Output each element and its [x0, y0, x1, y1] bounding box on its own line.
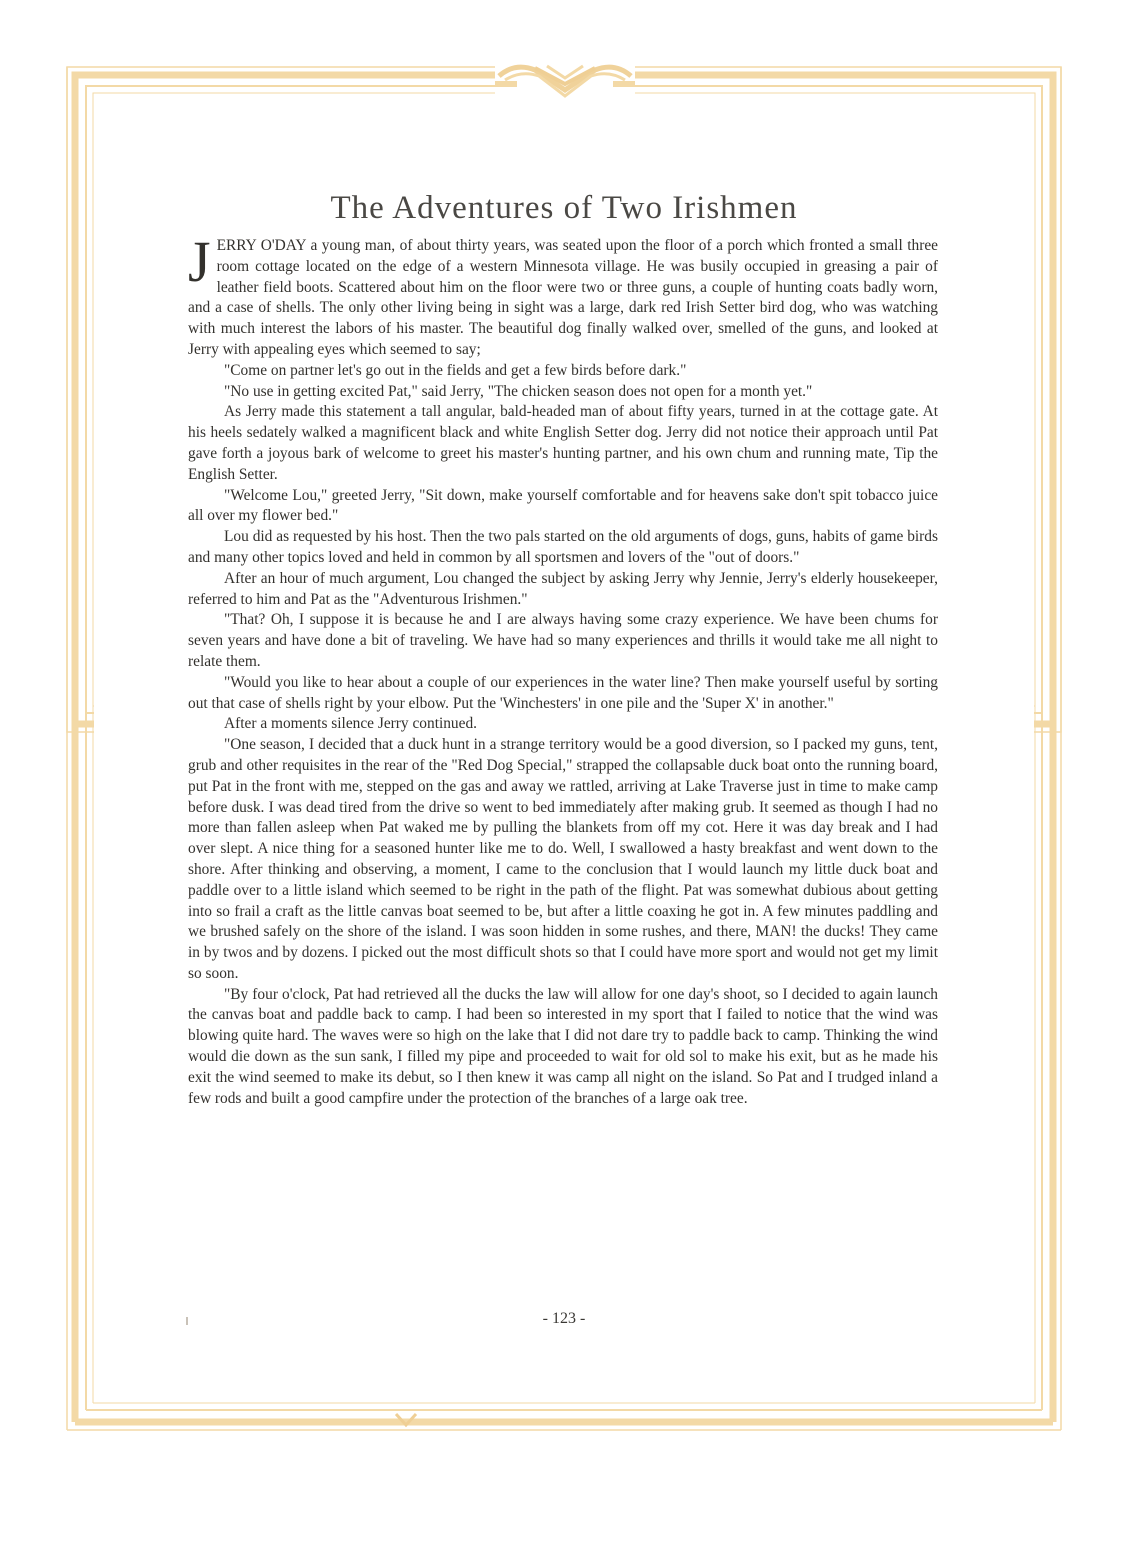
drop-cap: J [188, 229, 211, 294]
paragraph: "No use in getting excited Pat," said Jerry, "The chicken season does not open for a month yet." [224, 382, 813, 400]
paragraph-text: ERRY O'DAY a young man, of about thirty years, was seated upon the floor of a porch which fronted a small three room cottage located on the edge of a western Minnesota village. He was busily occupied in greasing a pair of leather field boots. Scattered about him on the floor were two or three guns, a couple of hunting coats badly worn, and a case of shells. The only other living being in sight was a large, dark red Irish Setter bird dog, who was watching with much interest the labors of his master. The beautiful dog finally walked over, smelled of the guns, and looked at Jerry with appealing eyes which seemed to say; [188, 237, 938, 358]
page-title: The Adventures of Two Irishmen [330, 190, 798, 226]
paragraph: "That? Oh, I suppose it is because he and I are always having some crazy experience. We have been chums for seven years and have done a bit of traveling. We have had so many experiences and thrills it would take me all night to relate them. [188, 611, 938, 670]
paragraph: After an hour of much argument, Lou changed the subject by asking Jerry why Jennie, Jerry's elderly housekeeper, referred to him and Pat as the "Adventurous Irishmen." [188, 569, 938, 608]
paragraph: After a moments silence Jerry continued. [224, 715, 478, 733]
bottom-ornament-icon [394, 1412, 418, 1428]
top-ornament-icon [495, 56, 635, 102]
paragraph: "One season, I decided that a duck hunt in a strange territory would be a good diversion, so I packed my guns, tent, grub and other requisites in the rear of the "Red Dog Special," strapped the collapsable duck boat onto the running board, put Pat in the front with me, stepped on the gas and away we rattled, arriving at Lake Traverse just in time to make camp before dusk. I was dead tired from the drive so went to bed immediately after making grub. It seemed as though I had no more than fallen asleep when Pat waked me by pulling the blankets from off my cot. Here it was day break and I had over slept. A nice thing for a seasoned hunter like me to do. Well, I swallowed a hasty breakfast and went down to the shore. After thinking and observing, a moment, I came to the conclusion that I would launch my little duck boat and paddle over to a little island which seemed to be right in the path of the flight. Pat was somewhat dubious about getting into so frail a craft as the little canvas boat seemed to be, but after a little coaxing he got in. A few minutes paddling and we brushed safely on the shore of the island. I was soon hidden in some rushes, and there, MAN! the ducks! They came in by twos and by dozens. I picked out the most difficult shots so that I could have more sport and would not get my limit so soon. [188, 736, 938, 982]
paragraph: "Welcome Lou," greeted Jerry, "Sit down, make yourself comfortable and for heavens sake don't spit tobacco juice all over my flower bed." [188, 486, 938, 525]
paragraph: "By four o'clock, Pat had retrieved all the ducks the law will allow for one day's shoot, so I decided to again launch the canvas boat and paddle back to camp. I had been so interested in my sport that I failed to notice that the wind was blowing quite hard. The waves were so high on the lake that I did not dare try to paddle back to camp. Thinking the wind would die down as the sun sank, I filled my pipe and proceeded to wait for old sol to make his exit, but as he made his exit the wind seemed to make its debut, so I then knew it was camp all night on the island. So Pat and I trudged inland a few rods and built a good campfire under the protection of the branches of a large oak tree. [188, 985, 938, 1107]
paragraph [188, 229, 938, 361]
page-number: - 123 - [542, 1310, 586, 1327]
paragraph: Lou did as requested by his host. Then the two pals started on the old arguments of dogs, guns, habits of game birds and many other topics loved and held in common by all sportsmen and lovers of the "out of doors." [188, 528, 938, 566]
paragraph: "Would you like to hear about a couple of our experiences in the water line? Then make yourself useful by sorting out that case of shells right by your elbow. Put the 'Winchesters' in one pile and the 'Super X' in another." [188, 673, 938, 712]
body-text [188, 229, 938, 1109]
paragraph: "Come on partner let's go out in the fields and get a few birds before dark." [224, 361, 687, 379]
paragraph: As Jerry made this statement a tall angular, bald-headed man of about fifty years, turned in at the cottage gate. At his heels sedately walked a magnificent black and white English Setter dog. Jerry did not notice their approach until Pat gave forth a joyous bark of welcome to greet his master's hunting partner, and his own chum and running mate, Tip the English Setter. [188, 403, 938, 483]
